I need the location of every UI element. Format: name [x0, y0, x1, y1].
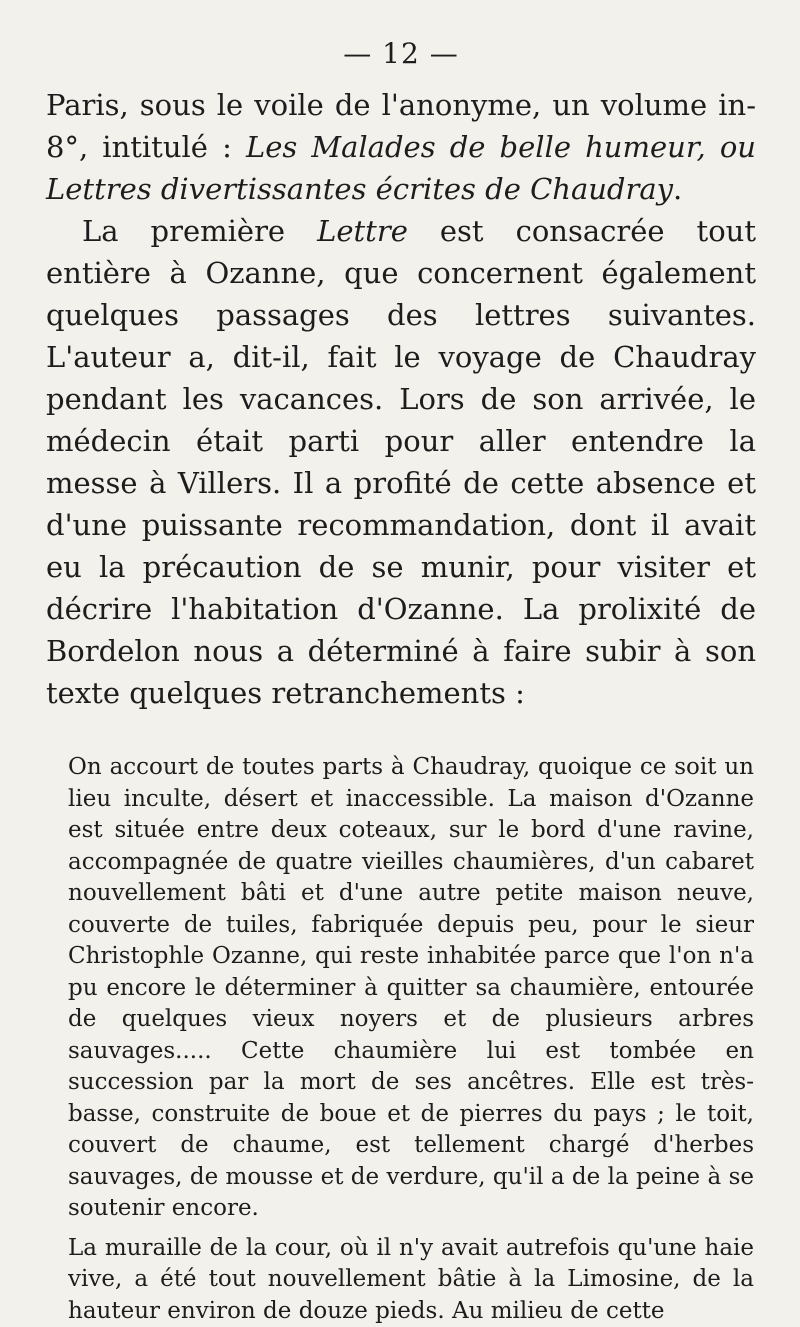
quotation-block: [46, 752, 756, 1327]
quote-paragraph-2: La muraille de la cour, où il n'y avait autrefois qu'une haie vive, a été tout nouvellement bâtie à la Limosine, de la hauteur environ de douze pieds. Au milieu de cette: [46, 1233, 756, 1327]
paragraph-2-start: La première: [82, 214, 317, 248]
quote-paragraph-1: On accourt de toutes parts à Chaudray, quoique ce soit un lieu inculte, désert et inaccessible. La maison d'Ozanne est située entre deux coteaux, sur le bord d'une ravine, accompagnée de quatre vieilles chaumières, d'un cabaret nouvellement bâti et d'une autre petite maison neuve, couverte de tuiles, fabriquée depuis peu, pour le sieur Christophle Ozanne, qui reste inhabitée parce que l'on n'a pu encore le déterminer à quitter sa chaumière, entourée de quelques vieux noyers et de plusieurs arbres sauvages..... Cette chaumière lui est tombée en succession par la mort de ses ancêtres. Elle est très-basse, construite de boue et de pierres du pays ; le toit, couvert de chaume, est tellement chargé d'herbes sauvages, de mousse et de verdure, qu'il a de la peine à se soutenir encore.: [46, 752, 756, 1225]
paragraph-2-text: est consacrée tout entière à Ozanne, que concernent également quelques passages des lettres suivantes. L'auteur a, dit-il, fait le voyage de Chaudray pendant les vacances. Lors de son arrivée, le médecin était parti pour aller entendre la messe à Villers. Il a profité de cette absence et d'une puissante recommandation, dont il avait eu la précaution de se munir, pour visiter et décrire l'habitation d'Ozanne. La prolixité de Bordelon nous a déterminé à faire subir à son texte quelques retranchements :: [46, 214, 756, 710]
paragraph-1: [46, 84, 756, 210]
paragraph-2: [46, 210, 756, 714]
lettre-italic: Lettre: [317, 214, 408, 248]
book-title: Les Malades de belle humeur, ou Lettres divertissantes écrites de Chaudray: [46, 130, 756, 206]
page-number: — 12 —: [46, 34, 756, 74]
paragraph-1-end: .: [673, 172, 682, 206]
paragraph-1-text: Paris, sous le voile de l'anonyme, un volume in-8°, intitulé :: [46, 88, 756, 164]
